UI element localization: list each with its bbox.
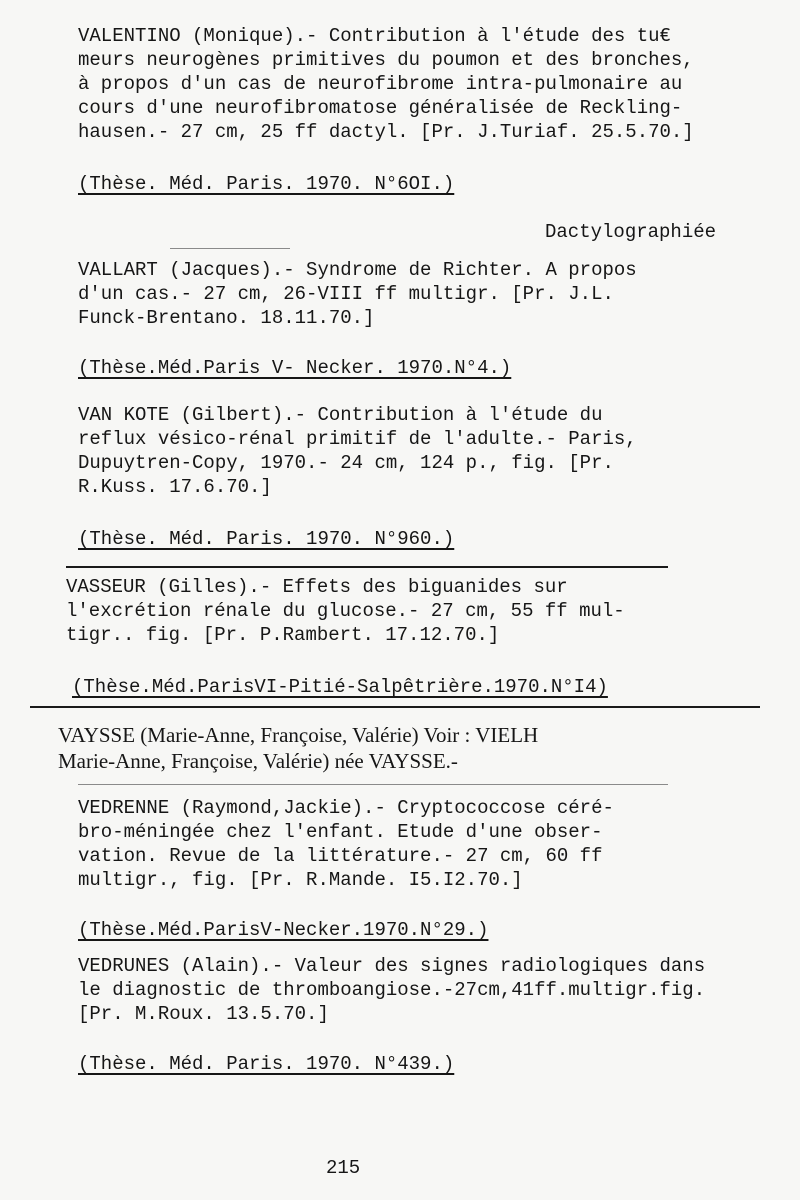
thesis-reference: (Thèse.Méd.Paris V- Necker. 1970.N°4.): [78, 357, 512, 379]
entry-line: l'excrétion rénale du glucose.- 27 cm, 55 ff mul-: [66, 600, 625, 622]
entry-line: VEDRUNES (Alain).- Valeur des signes radiologiques dans: [78, 955, 706, 977]
entry-line: reflux vésico-rénal primitif de l'adulte.- Paris,: [78, 428, 637, 450]
entry-line: hausen.- 27 cm, 25 ff dactyl. [Pr. J.Turiaf. 25.5.70.]: [78, 121, 694, 143]
entry-line: VAYSSE (Marie-Anne, Françoise, Valérie) Voir : VIELH: [58, 723, 539, 747]
entry-line: meurs neurogènes primitives du poumon et des bronches,: [78, 49, 694, 71]
thesis-reference: (Thèse. Méd. Paris. 1970. N°960.): [78, 528, 455, 550]
thesis-reference: (Thèse. Méd. Paris. 1970. N°6OI.): [78, 173, 455, 195]
entry-van-kote: [78, 403, 738, 499]
entry-vasseur: [66, 575, 726, 647]
entry-line: VEDRENNE (Raymond,Jackie).- Cryptococcose céré-: [78, 797, 614, 819]
entry-line: tigr.. fig. [Pr. P.Rambert. 17.12.70.]: [66, 624, 500, 646]
entry-line: Marie-Anne, Françoise, Valérie) née VAYSSE.-: [58, 749, 458, 773]
thesis-reference: (Thèse.Méd.ParisVI-Pitié-Salpêtrière.1970.N°I4): [72, 676, 608, 698]
entry-line: [Pr. M.Roux. 13.5.70.]: [78, 1003, 329, 1025]
page-number: 215: [326, 1157, 361, 1179]
entry-valentino: [78, 24, 738, 144]
entry-line: VASSEUR (Gilles).- Effets des biguanides sur: [66, 576, 568, 598]
entry-line: Dupuytren-Copy, 1970.- 24 cm, 124 p., fig. [Pr.: [78, 452, 614, 474]
entry-line: bro-méningée chez l'enfant. Etude d'une obser-: [78, 821, 603, 843]
entry-line: cours d'une neurofibromatose généralisée de Reckling-: [78, 97, 683, 119]
entry-vedrenne: [78, 796, 738, 892]
entry-vaysse: [58, 722, 758, 774]
entry-line: R.Kuss. 17.6.70.]: [78, 476, 272, 498]
thesis-reference: (Thèse. Méd. Paris. 1970. N°439.): [78, 1053, 455, 1075]
entry-line: à propos d'un cas de neurofibrome intra-pulmonaire au: [78, 73, 683, 95]
thesis-reference: (Thèse.Méd.ParisV-Necker.1970.N°29.): [78, 919, 489, 941]
entry-line: VAN KOTE (Gilbert).- Contribution à l'étude du: [78, 404, 603, 426]
entry-vallart: [78, 258, 738, 330]
entry-line: d'un cas.- 27 cm, 26-VIII ff multigr. [Pr. J.L.: [78, 283, 614, 305]
entry-vedrunes: [78, 954, 768, 1026]
entry-line: VALENTINO (Monique).- Contribution à l'étude des tu€: [78, 25, 671, 47]
entry-line: multigr., fig. [Pr. R.Mande. I5.I2.70.]: [78, 869, 523, 891]
dactylo-note: Dactylographiée: [545, 221, 717, 243]
separator-line: [66, 566, 668, 568]
entry-line: vation. Revue de la littérature.- 27 cm, 60 ff: [78, 845, 603, 867]
separator-line: [30, 706, 760, 708]
separator-line: [170, 248, 290, 249]
entry-line: VALLART (Jacques).- Syndrome de Richter. A propos: [78, 259, 637, 281]
separator-line: [78, 784, 668, 785]
entry-line: Funck-Brentano. 18.11.70.]: [78, 307, 375, 329]
entry-line: le diagnostic de thromboangiose.-27cm,41ff.multigr.fig.: [78, 979, 706, 1001]
